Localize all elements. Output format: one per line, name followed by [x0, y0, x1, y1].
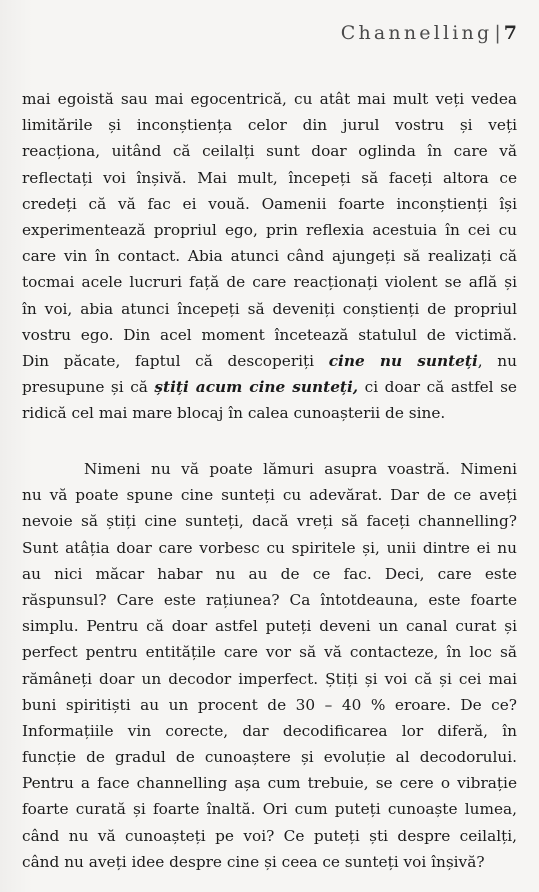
- text-line: simplu. Pentru că doar astfel puteți deveni un canal curat și: [22, 617, 517, 636]
- emphasis-stiti-acum: știți acum cine sunteți,: [154, 378, 359, 397]
- text-line: mai egoistă sau mai egocentrică, cu atât mai mult veți vedea: [22, 90, 517, 108]
- header-separator: |: [494, 22, 501, 44]
- text-line: Nimeni nu vă poate lămuri asupra voastră. Nimeni: [84, 460, 517, 478]
- text-fragment: presupune și că: [22, 378, 155, 397]
- paragraph-2: [22, 456, 517, 875]
- text-line-with-emphasis: [22, 374, 517, 400]
- text-line: nevoie să știți cine sunteți, dacă vreți să faceți channelling?: [22, 512, 517, 531]
- text-line: perfect pentru entitățile care vor să vă contacteze, în loc să: [22, 643, 517, 662]
- text-line: Pentru a face channelling așa cum trebuie, se cere o vibrație: [22, 774, 517, 793]
- text-line: reacționa, uitând că ceilalți sunt doar oglinda în care vă: [22, 142, 517, 161]
- running-header: [341, 22, 517, 44]
- text-line: experimentează propriul ego, prin reflexia acestuia în cei cu: [22, 220, 517, 239]
- text-line: rămâneți doar un decodor imperfect. Știți și voi că și cei mai: [22, 669, 517, 688]
- header-title: Channelling: [340, 22, 493, 44]
- text-line: vostru ego. Din acel moment încetează statulul de victimă.: [22, 325, 517, 344]
- text-line: răspunsul? Care este rațiunea? Ca întotdeauna, este foarte: [22, 590, 517, 609]
- text-line: nu vă poate spune cine sunteți cu adevărat. Dar de ce aveți: [22, 486, 517, 505]
- text-line: când nu aveți idee despre cine și ceea ce sunteți voi înșivă?: [22, 852, 485, 871]
- page-number: 7: [503, 22, 517, 44]
- text-line: Informațiile vin corecte, dar decodificarea lor diferă, în: [22, 721, 517, 740]
- text-line: au nici măcar habar nu au de ce fac. Deci, care este: [22, 564, 517, 583]
- text-line: în voi, abia atunci începeți să deveniți conștienți de propriul: [22, 299, 517, 318]
- emphasis-cine-nu-sunteti: cine nu sunteți: [328, 351, 478, 370]
- text-line: credeți că vă fac ei vouă. Oamenii foarte inconștienți își: [22, 194, 517, 213]
- text-line: care vin în contact. Abia atunci când ajungeți să realizați că: [22, 247, 517, 266]
- text-fragment: , nu: [477, 351, 518, 370]
- text-line-with-emphasis: [22, 348, 517, 374]
- paragraph-1: [22, 86, 517, 426]
- text-line: Sunt atâția doar care vorbesc cu spiritele și, unii dintre ei nu: [22, 538, 517, 557]
- text-fragment: ci doar că astfel se: [358, 378, 517, 397]
- text-line: când nu vă cunoașteți pe voi? Ce puteți ști despre ceilalți,: [22, 826, 517, 845]
- text-line: ridică cel mai mare blocaj în calea cunoașterii de sine.: [22, 404, 446, 423]
- text-line: buni spiritiști au un procent de 30 – 40 % eroare. De ce?: [22, 695, 517, 714]
- text-line: tocmai acele lucruri față de care reacționați violent se află și: [22, 273, 517, 292]
- text-line: reflectați voi înșivă. Mai mult, începeți să faceți altora ce: [22, 168, 517, 187]
- text-line: limitările și inconștiența celor din jurul vostru și veți: [22, 116, 517, 135]
- text-line: foarte curată și foarte înaltă. Ori cum puteți cunoaște lumea,: [22, 800, 517, 819]
- text-fragment: Din păcate, faptul că descoperiți: [22, 351, 329, 370]
- text-line: funcție de gradul de cunoaștere și evoluție al decodorului.: [22, 748, 517, 767]
